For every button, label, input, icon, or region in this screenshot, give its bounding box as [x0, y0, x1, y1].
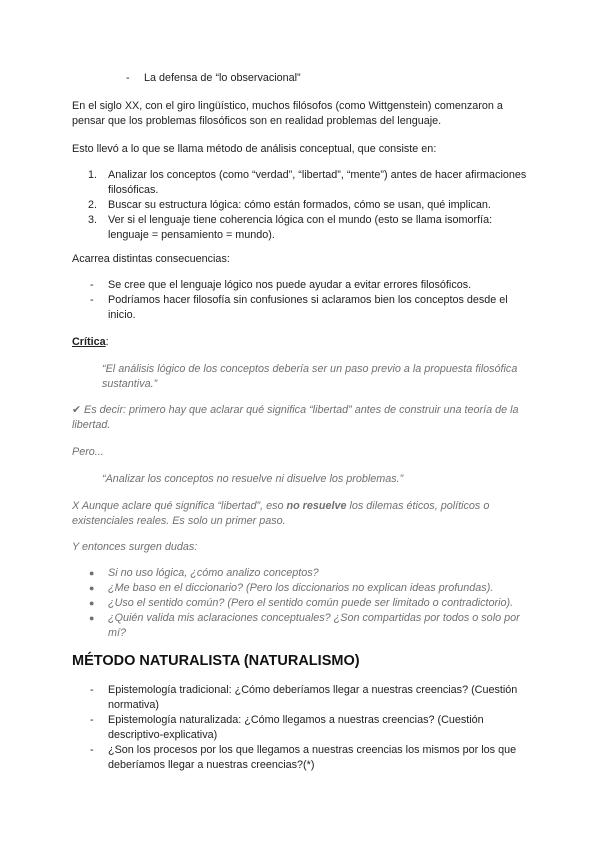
dash-marker: -	[90, 684, 94, 696]
list-item-text: ¿Uso el sentido común? (Pero el sentido común puede ser limitado o contradictorio).	[108, 597, 514, 609]
list-item-text: Se cree que el lenguaje lógico nos puede ayudar a evitar errores filosóficos.	[108, 279, 472, 291]
doubts-list	[72, 566, 528, 641]
x-text-bold: no resuelve	[286, 500, 347, 512]
section-heading-naturalism: MÉTODO NATURALISTA (NATURALISMO)	[72, 653, 360, 669]
top-bullet	[72, 71, 528, 86]
critique-title-colon: :	[105, 336, 109, 348]
naturalism-list	[72, 683, 528, 773]
list-item	[72, 611, 528, 641]
list-item-text: Epistemología tradicional: ¿Cómo deberíamos llegar a nuestras creencias? (Cuestión normativa)	[108, 684, 518, 711]
list-item-text: Si no uso lógica, ¿cómo analizo conceptos?	[108, 567, 319, 579]
dash-marker: -	[90, 294, 94, 306]
list-item-text: Ver si el lenguaje tiene coherencia lógica con el mundo (esto se llama isomorfía: lenguaje = pensamiento = mundo).	[108, 214, 493, 241]
critique-quote-1: “El análisis lógico de los conceptos debería ser un paso previo a la propuesta filosófica sustantiva.”	[102, 363, 518, 390]
list-item	[72, 743, 528, 773]
x-text-start: Aunque aclare qué significa “libertad”, eso	[81, 500, 287, 512]
bullet-icon: ●	[89, 613, 95, 623]
x-text-end: los dilemas éticos, políticos o existenciales reales. Es solo un primer paso.	[72, 500, 490, 527]
consequences-list	[72, 278, 528, 323]
numbered-list	[72, 168, 528, 243]
critique-x-paragraph	[72, 499, 528, 529]
bullet-icon: ●	[89, 598, 95, 608]
list-item-text: Analizar los conceptos (como “verdad”, “libertad”, “mente”) antes de hacer afirmaciones filosóficas.	[108, 169, 527, 196]
dash-marker: -	[90, 744, 94, 756]
paragraph-consequences-intro: Acarrea distintas consecuencias:	[72, 253, 230, 265]
list-item	[72, 198, 528, 213]
bullet-icon: ●	[89, 568, 95, 578]
dash-marker: -	[90, 714, 94, 726]
list-item	[72, 213, 528, 243]
check-text: Es decir: primero hay que aclarar qué significa “libertad” antes de construir una teoría de la libertad.	[72, 404, 519, 431]
list-number: 3.	[88, 214, 98, 226]
critique-title	[72, 335, 528, 350]
list-item	[72, 596, 528, 611]
list-item-text: Buscar su estructura lógica: cómo están formados, cómo se usan, qué implican.	[108, 199, 491, 211]
paragraph-linguistic-turn: En el siglo XX, con el giro lingüístico, muchos filósofos (como Wittgenstein) comenzaron a pensar que los problemas filosóficos son en realidad problemas del lenguaje.	[72, 100, 503, 127]
list-item-text: ¿Son los procesos por los que llegamos a nuestras creencias los mismos por los que deberíamos llegar a nuestras creencias?(*)	[108, 744, 517, 771]
list-number: 1.	[88, 169, 98, 181]
dash-marker: -	[126, 72, 130, 84]
doubts-intro: Y entonces surgen dudas:	[72, 541, 198, 553]
critique-check-paragraph	[72, 403, 528, 433]
list-item-text: Podríamos hacer filosofía sin confusiones si aclaramos bien los conceptos desde el inicio.	[108, 294, 508, 321]
critique-title-text: Crítica	[72, 336, 106, 348]
x-mark-icon: X	[72, 500, 80, 512]
critique-pero: Pero...	[72, 446, 104, 458]
bullet-icon: ●	[89, 583, 95, 593]
list-item	[72, 293, 528, 323]
critique-quote-2: “Analizar los conceptos no resuelve ni disuelve los problemas.”	[102, 473, 404, 485]
list-item	[72, 581, 528, 596]
list-item	[72, 566, 528, 581]
list-item	[72, 278, 528, 293]
dash-marker: -	[90, 279, 94, 291]
list-item	[72, 713, 528, 743]
list-item-text: ¿Quién valida mis aclaraciones conceptuales? ¿Son compartidas por todos o solo por mí?	[108, 612, 520, 639]
list-item-text: ¿Me baso en el diccionario? (Pero los diccionarios no explican ideas profundas).	[108, 582, 494, 594]
list-item	[72, 683, 528, 713]
list-item	[72, 168, 528, 198]
list-number: 2.	[88, 199, 98, 211]
paragraph-conceptual-analysis: Esto llevó a lo que se llama método de análisis conceptual, que consiste en:	[72, 143, 437, 155]
check-icon: ✔	[72, 404, 82, 416]
top-bullet-text: La defensa de “lo observacional”	[144, 72, 301, 84]
list-item-text: Epistemología naturalizada: ¿Cómo llegamos a nuestras creencias? (Cuestión descriptivo-explicativa)	[108, 714, 484, 741]
